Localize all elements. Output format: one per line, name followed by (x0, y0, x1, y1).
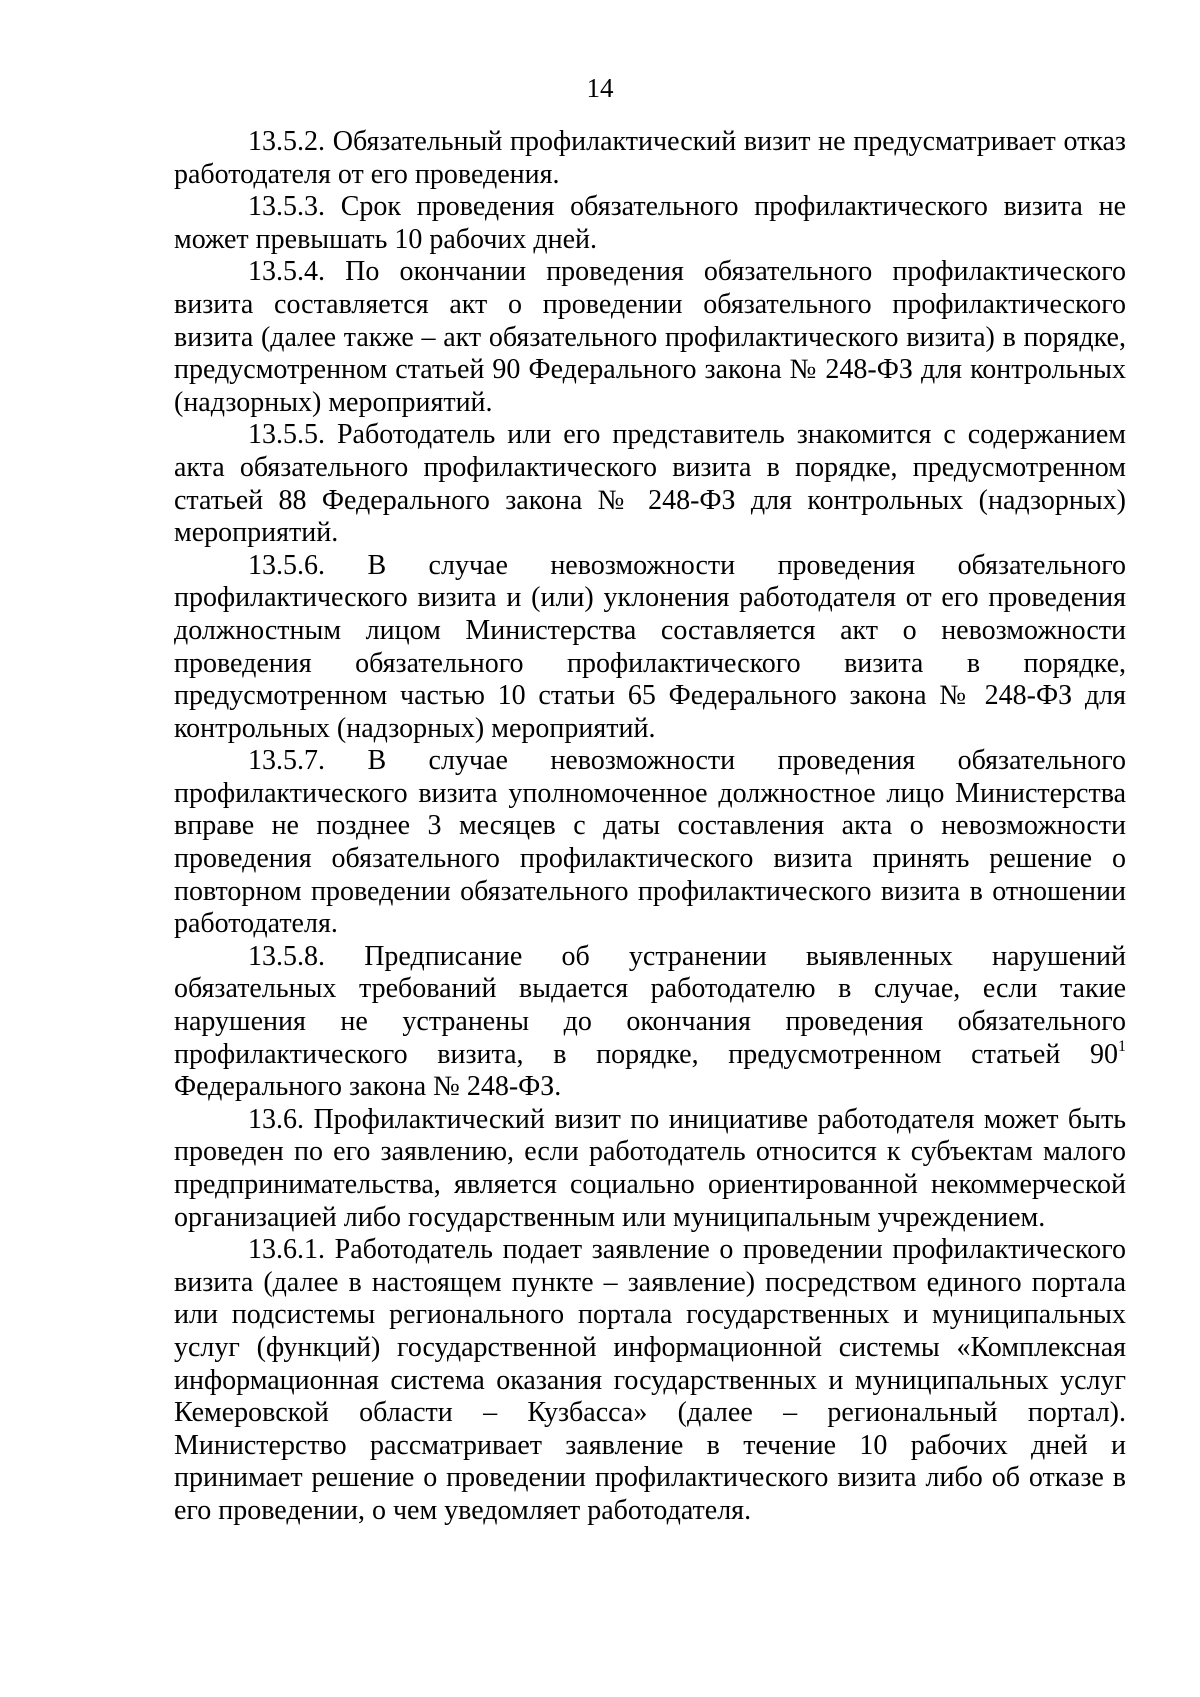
paragraph-text: 13.5.2. Обязательный профилактический визит не предусматривает отказ работодателя от его проведения. (174, 126, 1126, 190)
paragraph-text: 13.6. Профилактический визит по инициативе работодателя может быть проведен по его заявлению, если работодатель относится к субъектам малого предпринимательства, является социально ориентированной некоммерческой организацией либо государственным или муниципальным учреждением. (174, 1103, 1126, 1233)
paragraph-text: 13.6.1. Работодатель подает заявление о проведении профилактического визита (далее в настоящем пункте – заявление) посредством единого портала или подсистемы регионального портала государственных и муниципальных услуг (функций) государственной информационной системы «Комплексная информационная система оказания государственных и муниципальных услуг Кемеровской области – Кузбасса» (далее – региональный портал). Министерство рассматривает заявление в течение 10 рабочих дней и принимает решение о проведении профилактического визита либо об отказе в его проведении, о чем уведомляет работодателя. (174, 1234, 1126, 1526)
paragraph-text: 13.5.5. Работодатель или его представитель знакомится с содержанием акта обязательного профилактического визита в порядке, предусмотренном статьей 88 Федерального закона № 248-ФЗ для контрольных (надзорных) мероприятий. (174, 419, 1126, 549)
paragraph-text: 13.5.8. Предписание об устранении выявленных нарушений обязательных требований выдается работодателю в случае, если такие нарушения не устранены до окончания проведения обязательного профилактического визита, в порядке, предусмотренном статьей 90 (174, 940, 1126, 1070)
paragraph-13-6 (174, 1104, 1126, 1234)
paragraph-text: 13.5.3. Срок проведения обязательного профилактического визита не может превышать 10 рабочих дней. (174, 191, 1126, 255)
superscript-footnote-mark: 1 (1118, 1037, 1126, 1055)
paragraph-13-5-6 (174, 550, 1126, 746)
document-body (174, 126, 1126, 1528)
paragraph-13-5-5 (174, 419, 1126, 549)
paragraph-text: 13.5.7. В случае невозможности проведения обязательного профилактического визита уполномоченное должностное лицо Министерства вправе не позднее 3 месяцев с даты составления акта о невозможности проведения обязательного профилактического визита принять решение о повторном проведении обязательного профилактического визита в отношении работодателя. (174, 745, 1126, 940)
paragraph-text-tail: Федерального закона № 248-ФЗ. (174, 1071, 562, 1103)
paragraph-13-5-3 (174, 191, 1126, 256)
paragraph-text: 13.5.6. В случае невозможности проведения обязательного профилактического визита и (или) уклонения работодателя от его проведения должностным лицом Министерства составляется акт о невозможности проведения обязательного профилактического визита в порядке, предусмотренном частью 10 статьи 65 Федерального закона № 248-ФЗ для контрольных (надзорных) мероприятий. (174, 549, 1126, 744)
paragraph-text: 13.5.4. По окончании проведения обязательного профилактического визита составляется акт о проведении обязательного профилактического визита (далее также – акт обязательного профилактического визита) в порядке, предусмотренном статьей 90 Федерального закона № 248-ФЗ для контрольных (надзорных) мероприятий. (174, 256, 1126, 418)
paragraph-13-5-4 (174, 256, 1126, 419)
paragraph-13-6-1 (174, 1234, 1126, 1527)
paragraph-13-5-7 (174, 745, 1126, 941)
paragraph-13-5-8 (174, 941, 1126, 1104)
paragraph-13-5-2 (174, 126, 1126, 191)
page-number: 14 (586, 73, 614, 103)
